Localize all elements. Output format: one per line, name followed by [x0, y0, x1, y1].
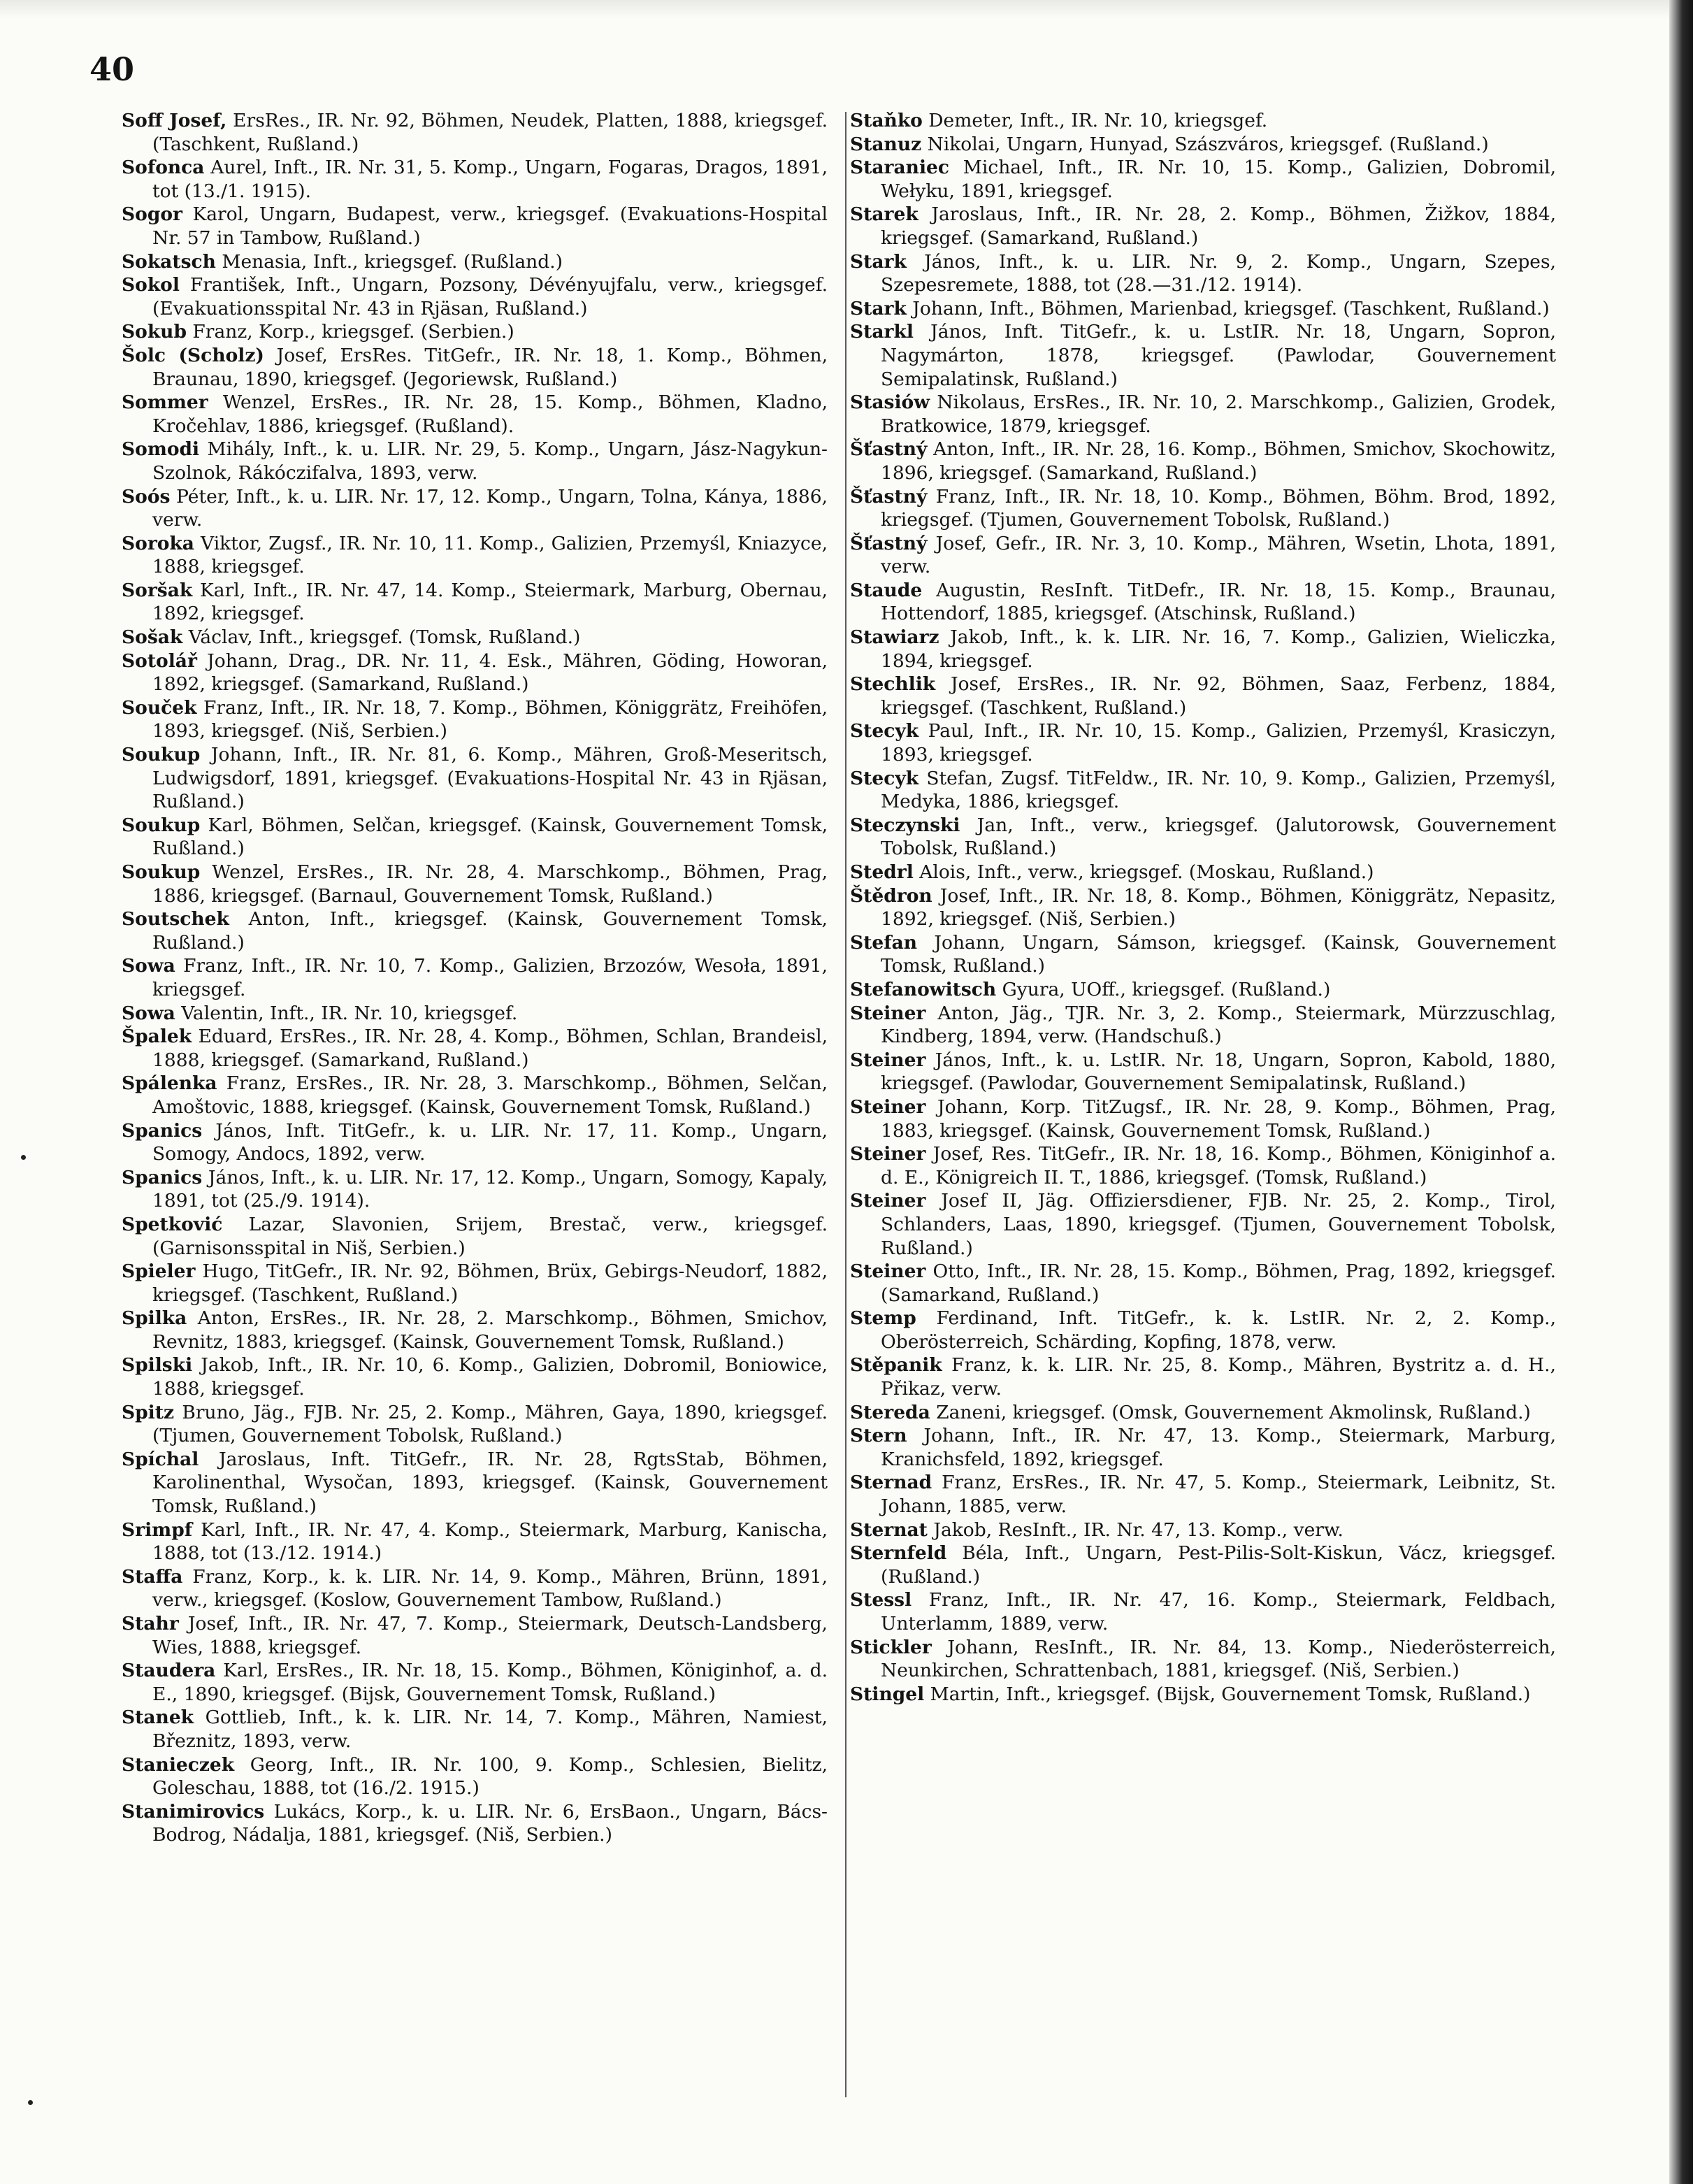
entry-details: Lukács, Korp., k. u. LIR. Nr. 6, ErsBaon., Ungarn, Bács-Bodrog, Nádalja, 1881, kriegsgef. (Niš, Serbien.): [152, 1800, 828, 1846]
entry-details: Karl, ErsRes., IR. Nr. 18, 15. Komp., Böhmen, Königinhof, a. d. E., 1890, kriegsgef. (Bijsk, Gouvernement Tomsk, Rußland.): [152, 1660, 828, 1705]
entry-details: Josef II, Jäg. Offiziersdiener, FJB. Nr. 25, 2. Komp., Tirol, Schlanders, Laas, 1890, kriegsgef. (Tjumen, Gouvernement Tobolsk, Rußland.): [881, 1190, 1556, 1259]
entry-details: Anton, Inft., kriegsgef. (Kainsk, Gouvernement Tomsk, Rußland.): [152, 908, 828, 954]
casualty-entry: [122, 1706, 828, 1753]
entry-surname: Sternfeld: [850, 1542, 947, 1565]
entry-surname: Spilski: [122, 1354, 193, 1377]
entry-details: Eduard, ErsRes., IR. Nr. 28, 4. Komp., Böhmen, Schlan, Brandeisl, 1888, kriegsgef. (Samarkand, Rußland.): [152, 1026, 828, 1071]
right-column: [850, 109, 1556, 1706]
entry-surname: Špalek: [122, 1026, 192, 1048]
entry-details: Aurel, Inft., IR. Nr. 31, 5. Komp., Ungarn, Fogaras, Dragos, 1891, tot (13./1. 1915).: [152, 157, 828, 202]
casualty-entry: [850, 485, 1556, 532]
entry-details: Gottlieb, Inft., k. k. LIR. Nr. 14, 7. Komp., Mähren, Namiest, Březnitz, 1893, verw.: [152, 1707, 828, 1752]
entry-surname: Soff Josef,: [122, 110, 227, 131]
casualty-entry: [850, 861, 1556, 884]
casualty-entry: [122, 156, 828, 203]
entry-surname: Stawiarz: [850, 626, 939, 649]
entry-details: Josef, Inft., IR. Nr. 47, 7. Komp., Steiermark, Deutsch-Landsberg, Wies, 1888, kriegsgef.: [152, 1613, 828, 1658]
casualty-entry: [122, 1025, 828, 1072]
entry-surname: Soroka: [122, 532, 194, 554]
entry-details: Jakob, ResInft., IR. Nr. 47, 13. Komp., verw.: [927, 1518, 1343, 1541]
entry-details: Péter, Inft., k. u. LIR. Nr. 17, 12. Komp., Ungarn, Tolna, Kánya, 1886, verw.: [152, 485, 828, 531]
entry-details: František, Inft., Ungarn, Pozsony, Dévényujfalu, verw., kriegsgef. (Evakuationsspital Nr. 43 in Rjäsan, Rußland.): [152, 274, 828, 319]
casualty-entry: [850, 1307, 1556, 1353]
casualty-entry: [850, 1518, 1556, 1542]
casualty-entry: [122, 391, 828, 438]
entry-surname: Steiner: [850, 1002, 926, 1024]
casualty-entry: [122, 344, 828, 391]
entry-details: Augustin, ResInft. TitDefr., IR. Nr. 18, 15. Komp., Braunau, Hottendorf, 1885, kriegsgef. (Atschinsk, Rußland.): [881, 579, 1556, 625]
casualty-entry: [122, 626, 828, 649]
entry-surname: Stingel: [850, 1683, 925, 1705]
entry-details: Jakob, Inft., IR. Nr. 10, 6. Komp., Galizien, Dobromil, Boniowice, 1888, kriegsgef.: [152, 1354, 828, 1400]
entry-details: Anton, Jäg., TJR. Nr. 3, 2. Komp., Steiermark, Mürzzuschlag, Kindberg, 1894, verw. (Handschuß.): [881, 1002, 1556, 1048]
casualty-entry: [850, 1049, 1556, 1095]
entry-details: János, Inft. TitGefr., k. u. LIR. Nr. 17, 11. Komp., Ungarn, Somogy, Andocs, 1892, verw.: [152, 1119, 828, 1165]
entry-surname: Spanics: [122, 1166, 203, 1188]
entry-details: Karl, Böhmen, Selčan, kriegsgef. (Kainsk, Gouvernement Tomsk, Rußland.): [152, 814, 828, 860]
entry-details: Franz, Inft., IR. Nr. 10, 7. Komp., Galizien, Brzozów, Wesoła, 1891, kriegsgef.: [152, 955, 828, 1000]
entry-surname: Štědron: [850, 884, 932, 907]
entry-details: Johann, Ungarn, Sámson, kriegsgef. (Kainsk, Gouvernement Tomsk, Rußland.): [881, 931, 1556, 977]
entry-surname: Sternat: [850, 1518, 928, 1541]
entry-surname: Stark: [850, 250, 907, 273]
entry-surname: Stěpanik: [850, 1354, 942, 1377]
ink-speck: [21, 1155, 26, 1160]
entry-surname: Steiner: [850, 1190, 926, 1212]
entry-details: Jakob, Inft., k. k. LIR. Nr. 16, 7. Komp., Galizien, Wieliczka, 1894, kriegsgef.: [881, 626, 1556, 672]
entry-surname: Stessl: [850, 1589, 912, 1611]
entry-details: Franz, Inft., IR. Nr. 47, 16. Komp., Steiermark, Feldbach, Unterlamm, 1889, verw.: [881, 1589, 1556, 1635]
casualty-entry: [850, 532, 1556, 579]
entry-surname: Starkl: [850, 321, 914, 343]
casualty-entry: [122, 532, 828, 579]
casualty-entry: [850, 1142, 1556, 1189]
casualty-entry: [850, 884, 1556, 931]
casualty-entry: [850, 156, 1556, 203]
entry-details: Franz, Korp., k. k. LIR. Nr. 14, 9. Komp., Mähren, Brünn, 1891, verw., kriegsgef. (Koslow, Gouvernement Tambow, Rußland.): [152, 1565, 828, 1611]
entry-details: Otto, Inft., IR. Nr. 28, 15. Komp., Böhmen, Prag, 1892, kriegsgef. (Samarkand, Rußland.): [881, 1260, 1556, 1306]
entry-surname: Stasiów: [850, 391, 930, 414]
casualty-entry: [850, 109, 1556, 133]
entry-surname: Sternad: [850, 1472, 932, 1494]
entry-details: Paul, Inft., IR. Nr. 10, 15. Komp., Galizien, Przemyśl, Krasiczyn, 1893, kriegsgef.: [881, 720, 1556, 766]
casualty-entry: [122, 250, 828, 274]
entry-details: Josef, Gefr., IR. Nr. 3, 10. Komp., Mähren, Wsetin, Lhota, 1891, verw.: [881, 532, 1556, 578]
entry-details: Franz, Inft., IR. Nr. 18, 10. Komp., Böhmen, Böhm. Brod, 1892, kriegsgef. (Tjumen, Gouvernement Tobolsk, Rußland.): [881, 485, 1556, 531]
entry-surname: Stanuz: [850, 133, 922, 155]
casualty-entry: [850, 133, 1556, 157]
entry-details: Johann, Inft., IR. Nr. 81, 6. Komp., Mähren, Groß-Meseritsch, Ludwigsdorf, 1891, kriegsgef. (Evakuations-Hospital Nr. 43 in Rjäsan, Rußland.): [152, 744, 828, 813]
entry-surname: Spieler: [122, 1260, 196, 1283]
casualty-entry: [122, 696, 828, 743]
entry-surname: Steczynski: [850, 814, 960, 836]
casualty-entry: [122, 1213, 828, 1260]
casualty-entry: [850, 931, 1556, 978]
casualty-entry: [122, 1002, 828, 1026]
casualty-entry: [850, 297, 1556, 321]
entry-surname: Stanimirovics: [122, 1800, 265, 1823]
entry-surname: Stechlik: [850, 673, 936, 696]
entry-surname: Soršak: [122, 579, 193, 601]
entry-details: Valentin, Inft., IR. Nr. 10, kriegsgef.: [175, 1002, 518, 1024]
entry-details: Franz, Korp., kriegsgef. (Serbien.): [186, 321, 514, 343]
entry-details: Hugo, TitGefr., IR. Nr. 92, Böhmen, Brüx, Gebirgs-Neudorf, 1882, kriegsgef. (Taschkent, Rußland.): [152, 1260, 828, 1306]
casualty-entry: [122, 1612, 828, 1659]
entry-surname: Sokub: [122, 321, 187, 343]
entry-details: Josef, ErsRes. TitGefr., IR. Nr. 18, 1. Komp., Böhmen, Braunau, 1890, kriegsgef. (Jegoriewsk, Rußland.): [152, 344, 828, 390]
entry-surname: Stefanowitsch: [850, 978, 997, 1000]
casualty-entry: [122, 743, 828, 814]
casualty-entry: [850, 250, 1556, 297]
entry-surname: Soós: [122, 485, 171, 508]
casualty-entry: [122, 1353, 828, 1400]
casualty-entry: [850, 673, 1556, 719]
casualty-entry: [850, 579, 1556, 626]
entry-surname: Šťastný: [850, 438, 928, 461]
casualty-entry: [122, 861, 828, 907]
entry-surname: Soukup: [122, 861, 201, 883]
entry-details: Bruno, Jäg., FJB. Nr. 25, 2. Komp., Mähren, Gaya, 1890, kriegsgef. (Tjumen, Gouvernement Tobolsk, Rußland.): [152, 1401, 828, 1447]
column-divider: [845, 112, 846, 2097]
casualty-entry: [122, 1565, 828, 1612]
entry-surname: Soukup: [122, 744, 201, 766]
entry-details: Karol, Ungarn, Budapest, verw., kriegsgef. (Evakuations-Hospital Nr. 57 in Tambow, Rußland.): [152, 203, 828, 249]
casualty-entry: [850, 1095, 1556, 1142]
casualty-entry: [122, 1448, 828, 1518]
casualty-entry: [850, 1471, 1556, 1518]
casualty-entry: [122, 1307, 828, 1353]
casualty-entry: [850, 719, 1556, 766]
casualty-entry: [122, 1518, 828, 1565]
page-number: 40: [89, 50, 135, 88]
entry-surname: Soukup: [122, 814, 201, 836]
casualty-entry: [122, 1401, 828, 1448]
entry-surname: Stedrl: [850, 861, 914, 883]
entry-surname: Stecyk: [850, 720, 919, 742]
entry-details: Michael, Inft., IR. Nr. 10, 15. Komp., Galizien, Dobromil, Wełyku, 1891, kriegsgef.: [881, 157, 1556, 202]
entry-surname: Staraniec: [850, 157, 950, 179]
casualty-entry: [122, 320, 828, 344]
entry-details: Karl, Inft., IR. Nr. 47, 4. Komp., Steiermark, Marburg, Kanischa, 1888, tot (13./12. 1914.): [152, 1518, 828, 1565]
entry-surname: Spilka: [122, 1307, 187, 1330]
entry-surname: Steiner: [850, 1143, 926, 1165]
casualty-entry: [850, 978, 1556, 1002]
entry-surname: Steiner: [850, 1049, 926, 1071]
entry-details: Georg, Inft., IR. Nr. 100, 9. Komp., Schlesien, Bielitz, Goleschau, 1888, tot (16./2. 1915.): [152, 1753, 828, 1799]
entry-surname: Stern: [850, 1425, 907, 1447]
entry-surname: Stereda: [850, 1401, 930, 1423]
entry-details: Gyura, UOff., kriegsgef. (Rußland.): [996, 978, 1331, 1000]
entry-surname: Somodi: [122, 438, 200, 461]
casualty-entry: [850, 1588, 1556, 1635]
casualty-entry: [122, 1800, 828, 1847]
entry-surname: Šolc (Scholz): [122, 344, 264, 366]
casualty-entry: [122, 1072, 828, 1119]
entry-surname: Stark: [850, 297, 907, 319]
entry-details: Johann, ResInft., IR. Nr. 84, 13. Komp., Niederösterreich, Neunkirchen, Schrattenbach, 1881, kriegsgef. (Niš, Serbien.): [881, 1636, 1556, 1682]
entry-surname: Steiner: [850, 1260, 926, 1283]
casualty-entry: [850, 1636, 1556, 1683]
entry-details: Anton, ErsRes., IR. Nr. 28, 2. Marschkomp., Böhmen, Smichov, Revnitz, 1883, kriegsgef. (Kainsk, Gouvernement Tomsk, Rußland.): [152, 1307, 828, 1353]
entry-details: Franz, ErsRes., IR. Nr. 28, 3. Marschkomp., Böhmen, Selčan, Amoštovic, 1888, kriegsgef. (Kainsk, Gouvernement Tomsk, Rußland.): [152, 1072, 828, 1118]
entry-surname: Spanics: [122, 1119, 203, 1142]
entry-surname: Staude: [850, 579, 923, 601]
casualty-entry: [122, 814, 828, 861]
casualty-entry: [850, 1542, 1556, 1588]
entry-details: Ferdinand, Inft. TitGefr., k. k. LstIR. Nr. 2, 2. Komp., Oberösterreich, Schärding, Kopfing, 1878, verw.: [881, 1307, 1556, 1353]
entry-details: Martin, Inft., kriegsgef. (Bijsk, Gouvernement Tomsk, Rußland.): [924, 1683, 1531, 1705]
entry-surname: Stickler: [850, 1636, 932, 1658]
entry-details: Franz, Inft., IR. Nr. 18, 7. Komp., Böhmen, Königgrätz, Freihöfen, 1893, kriegsgef. (Niš, Serbien.): [152, 696, 828, 742]
casualty-entry: [850, 626, 1556, 673]
entry-details: ErsRes., IR. Nr. 92, Böhmen, Neudek, Platten, 1888, kriegsgef. (Taschkent, Rußland.): [152, 110, 828, 155]
ink-speck: [28, 2100, 33, 2105]
left-column: [122, 109, 828, 1847]
casualty-entry: [122, 203, 828, 250]
entry-surname: Sowa: [122, 955, 175, 977]
casualty-entry: [122, 1659, 828, 1706]
casualty-entry: [122, 438, 828, 484]
casualty-entry: [122, 907, 828, 954]
casualty-entry: [850, 1683, 1556, 1707]
casualty-entry: [850, 438, 1556, 484]
entry-surname: Souček: [122, 696, 197, 719]
entry-surname: Staňko: [850, 110, 923, 131]
entry-surname: Sommer: [122, 391, 208, 414]
entry-surname: Steiner: [850, 1095, 926, 1118]
casualty-entry: [850, 1002, 1556, 1049]
entry-details: Lazar, Slavonien, Srijem, Brestač, verw., kriegsgef. (Garnisonsspital in Niš, Serbien.): [152, 1213, 828, 1259]
entry-details: Nikolaus, ErsRes., IR. Nr. 10, 2. Marschkomp., Galizien, Grodek, Bratkowice, 1879, kriegsgef.: [881, 391, 1556, 437]
entry-surname: Stanek: [122, 1707, 194, 1729]
scan-binding-shadow: [1669, 0, 1693, 2184]
entry-details: Jaroslaus, Inft. TitGefr., IR. Nr. 28, RgtsStab, Böhmen, Karolinenthal, Wysočan, 1893, kriegsgef. (Kainsk, Gouvernement Tomsk, Rußland.): [152, 1448, 828, 1518]
entry-details: János, Inft., k. u. LIR. Nr. 9, 2. Komp., Ungarn, Szepes, Szepesremete, 1888, tot (28.—31./12. 1914).: [881, 250, 1556, 296]
entry-details: Václav, Inft., kriegsgef. (Tomsk, Rußland.): [182, 626, 581, 649]
entry-details: Menasia, Inft., kriegsgef. (Rußland.): [215, 250, 563, 273]
entry-details: Stefan, Zugsf. TitFeldw., IR. Nr. 10, 9. Komp., Galizien, Przemyśl, Medyka, 1886, kriegsgef.: [881, 767, 1556, 813]
entry-details: Viktor, Zugsf., IR. Nr. 10, 11. Komp., Galizien, Przemyśl, Kniazyce, 1888, kriegsgef.: [152, 532, 828, 578]
entry-surname: Sotolář: [122, 649, 197, 672]
entry-surname: Soutschek: [122, 908, 229, 931]
entry-details: Demeter, Inft., IR. Nr. 10, kriegsgef.: [922, 110, 1268, 131]
entry-details: Béla, Inft., Ungarn, Pest-Pilis-Solt-Kiskun, Vácz, kriegsgef. (Rußland.): [881, 1542, 1556, 1588]
entry-surname: Staudera: [122, 1660, 216, 1682]
casualty-entry: [122, 485, 828, 532]
entry-details: Johann, Korp. TitZugsf., IR. Nr. 28, 9. Komp., Böhmen, Prag, 1883, kriegsgef. (Kainsk, Gouvernement Tomsk, Rußland.): [881, 1095, 1556, 1142]
casualty-entry: [850, 320, 1556, 391]
entry-surname: Stahr: [122, 1613, 179, 1635]
entry-surname: Šťastný: [850, 485, 928, 508]
casualty-entry: [850, 203, 1556, 250]
entry-surname: Spitz: [122, 1401, 175, 1423]
entry-surname: Šťastný: [850, 532, 928, 554]
entry-details: Johann, Inft., Böhmen, Marienbad, kriegsgef. (Taschkent, Rußland.): [906, 297, 1550, 319]
entry-details: Wenzel, ErsRes., IR. Nr. 28, 4. Marschkomp., Böhmen, Prag, 1886, kriegsgef. (Barnaul, Gouvernement Tomsk, Rußland.): [152, 861, 828, 907]
casualty-entry: [850, 1424, 1556, 1471]
entry-surname: Staffa: [122, 1565, 183, 1588]
entry-surname: Sokatsch: [122, 250, 216, 273]
entry-surname: Sowa: [122, 1002, 175, 1024]
entry-details: Nikolai, Ungarn, Hunyad, Szászváros, kriegsgef. (Rußland.): [921, 133, 1489, 155]
entry-details: Josef, Inft., IR. Nr. 18, 8. Komp., Böhmen, Königgrätz, Nepasitz, 1892, kriegsgef. (Niš, Serbien.): [881, 884, 1556, 931]
entry-details: János, Inft., k. u. LIR. Nr. 17, 12. Komp., Ungarn, Somogy, Kapaly, 1891, tot (25./9. 1914).: [152, 1166, 828, 1212]
casualty-entry: [122, 109, 828, 156]
casualty-entry: [122, 1119, 828, 1166]
casualty-entry: [122, 649, 828, 696]
entry-surname: Sogor: [122, 203, 182, 226]
entry-details: Mihály, Inft., k. u. LIR. Nr. 29, 5. Komp., Ungarn, Jász-Nagykun-Szolnok, Rákóczifalva, 1893, verw.: [152, 438, 828, 484]
entry-details: Zaneni, kriegsgef. (Omsk, Gouvernement Akmolinsk, Rußland.): [930, 1401, 1531, 1423]
entry-details: János, Inft., k. u. LstIR. Nr. 18, Ungarn, Sopron, Kabold, 1880, kriegsgef. (Pawlodar, Gouvernement Semipalatinsk, Rußland.): [881, 1049, 1556, 1095]
entry-details: Jan, Inft., verw., kriegsgef. (Jalutorowsk, Gouvernement Tobolsk, Rußland.): [881, 814, 1556, 860]
entry-details: Josef, ErsRes., IR. Nr. 92, Böhmen, Saaz, Ferbenz, 1884, kriegsgef. (Taschkent, Rußland.): [881, 673, 1556, 719]
entry-details: János, Inft. TitGefr., k. u. LstIR. Nr. 18, Ungarn, Sopron, Nagymárton, 1878, kriegsgef. (Pawlodar, Gouvernement Semipalatinsk, Rußland.): [881, 321, 1556, 390]
entry-surname: Sokol: [122, 274, 180, 296]
entry-details: Johann, Inft., IR. Nr. 47, 13. Komp., Steiermark, Marburg, Kranichsfeld, 1892, kriegsgef.: [881, 1425, 1556, 1470]
entry-details: Franz, k. k. LIR. Nr. 25, 8. Komp., Mähren, Bystritz a. d. H., Přikaz, verw.: [881, 1354, 1556, 1400]
entry-surname: Srimpf: [122, 1518, 193, 1541]
entry-surname: Stecyk: [850, 767, 919, 789]
casualty-entry: [850, 767, 1556, 814]
entry-surname: Staniеczek: [122, 1753, 235, 1776]
casualty-entry: [122, 1166, 828, 1213]
casualty-entry: [850, 1260, 1556, 1307]
entry-details: Anton, Inft., IR. Nr. 28, 16. Komp., Böhmen, Smichov, Skochowitz, 1896, kriegsgef. (Samarkand, Rußland.): [881, 438, 1556, 484]
entry-details: Alois, Inft., verw., kriegsgef. (Moskau, Rußland.): [913, 861, 1374, 883]
scan-top-shading: [0, 0, 1693, 18]
entry-details: Wenzel, ErsRes., IR. Nr. 28, 15. Komp., Böhmen, Kladno, Kročehlav, 1886, kriegsgef. (Rußland).: [152, 391, 828, 437]
casualty-entry: [850, 1189, 1556, 1260]
entry-details: Franz, ErsRes., IR. Nr. 47, 5. Komp., Steiermark, Leibnitz, St. Johann, 1885, verw.: [881, 1472, 1556, 1518]
entry-surname: Sofonca: [122, 157, 205, 179]
casualty-entry: [122, 1753, 828, 1800]
casualty-entry: [850, 1401, 1556, 1425]
entry-surname: Stemp: [850, 1307, 916, 1330]
entry-surname: Spíchal: [122, 1448, 199, 1470]
entry-surname: Spetković: [122, 1213, 223, 1235]
entry-details: Karl, Inft., IR. Nr. 47, 14. Komp., Steiermark, Marburg, Obernau, 1892, kriegsgef.: [152, 579, 828, 625]
entry-details: Jaroslaus, Inft., IR. Nr. 28, 2. Komp., Böhmen, Žižkov, 1884, kriegsgef. (Samarkand, Rußland.): [881, 203, 1556, 249]
casualty-entry: [122, 273, 828, 320]
entry-surname: Stefan: [850, 931, 918, 954]
entry-surname: Starek: [850, 203, 918, 226]
casualty-entry: [850, 391, 1556, 438]
casualty-entry: [122, 579, 828, 626]
casualty-entry: [122, 954, 828, 1001]
casualty-entry: [850, 814, 1556, 861]
casualty-entry: [850, 1353, 1556, 1400]
entry-surname: Spálenka: [122, 1072, 217, 1095]
entry-surname: Sošak: [122, 626, 183, 649]
casualty-entry: [122, 1260, 828, 1307]
entry-details: Josef, Res. TitGefr., IR. Nr. 18, 16. Komp., Böhmen, Königinhof a. d. E., Königreich II. T., 1886, kriegsgef. (Tomsk, Rußland.): [881, 1143, 1556, 1188]
entry-details: Johann, Drag., DR. Nr. 11, 4. Esk., Mähren, Göding, Howoran, 1892, kriegsgef. (Samarkand, Rußland.): [152, 649, 828, 696]
